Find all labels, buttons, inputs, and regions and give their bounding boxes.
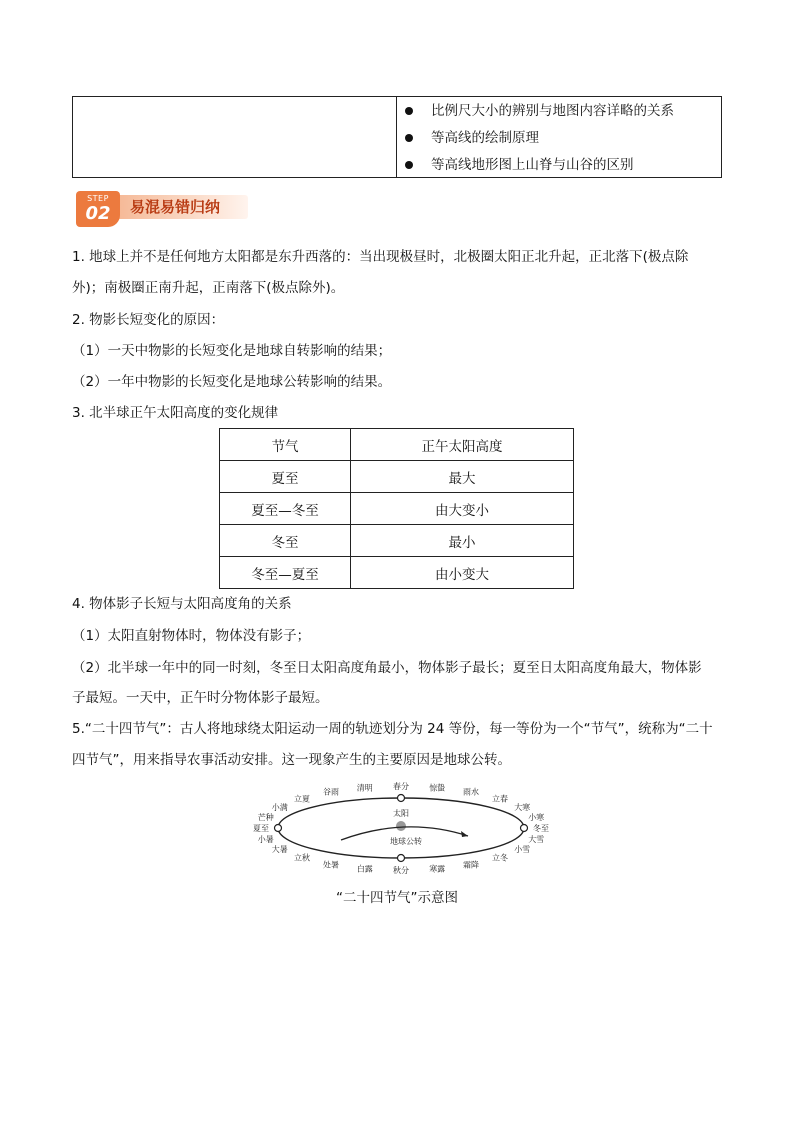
table-cell: 冬至—夏至 [220, 557, 351, 589]
paragraph-5-line-1: 5.“二十四节气”：古人将地球绕太阳运动一周的轨迹划分为 24 等份，每一等份为一个“节气”，统称为“二十 [72, 721, 713, 737]
solar-term-label: 冬至 [533, 824, 549, 833]
solar-term-label: 雨水 [463, 787, 479, 797]
table-cell: 最大 [351, 461, 574, 493]
paragraph-2-item-2: （2）一年中物影的长短变化是地球公转影响的结果。 [72, 374, 392, 390]
solar-term-label: 夏至 [253, 824, 269, 833]
list-item [405, 124, 674, 151]
table-row [220, 525, 574, 557]
table-row [220, 461, 574, 493]
earth-marker-icon [275, 825, 282, 832]
solar-term-label: 谷雨 [323, 787, 339, 797]
list-item-text: 等高线地形图上山脊与山谷的区别 [431, 156, 634, 173]
table-cell: 由大变小 [351, 493, 574, 525]
solar-term-label: 小寒 [528, 813, 545, 823]
section-title: 易混易错归纳 [130, 198, 221, 216]
list-item [405, 97, 674, 124]
sun-label: 太阳 [393, 809, 409, 818]
sun-icon [396, 821, 406, 831]
step-badge [76, 191, 120, 227]
paragraph-1-line-1: 1. 地球上并不是任何地方太阳都是东升西落的：当出现极昼时，北极圈太阳正北升起，正北落下(极点除 [72, 249, 689, 265]
table-row [220, 557, 574, 589]
solar-term-label: 大暑 [271, 845, 288, 854]
solar-term-label: 秋分 [393, 866, 409, 875]
orbit-motion-label: 地球公转 [390, 837, 422, 846]
bullet-icon [405, 134, 413, 142]
earth-marker-icon [398, 795, 405, 802]
table-cell: 由小变大 [351, 557, 574, 589]
table-row [220, 493, 574, 525]
solar-term-label: 清明 [356, 783, 373, 793]
solar-term-label: 小暑 [257, 834, 274, 844]
list-item-text: 比例尺大小的辨别与地图内容详略的关系 [431, 102, 674, 119]
table-cell: 冬至 [220, 525, 351, 557]
earth-marker-icon [398, 855, 405, 862]
solar-term-label: 大雪 [528, 834, 545, 844]
solar-term-label: 霜降 [463, 860, 479, 870]
paragraph-4-item-1: （1）太阳直射物体时，物体没有影子； [72, 628, 311, 644]
bullet-icon [405, 107, 413, 115]
diagram-caption: “二十四节气”示意图 [336, 890, 458, 906]
step-number: 02 [85, 203, 111, 224]
paragraph-4-item-2-line-2: 子最短。一天中，正午时分物体影子最短。 [72, 690, 329, 706]
table-divider [396, 97, 397, 177]
paragraph-1-line-2: 外)；南极圈正南升起，正南落下(极点除外)。 [72, 280, 345, 296]
course-outline-table [72, 96, 722, 178]
solar-term-label: 大寒 [514, 803, 531, 812]
paragraph-4-item-2-line-1: （2）北半球一年中的同一时刻，冬至日太阳高度角最小，物体影子最长；夏至日太阳高度角最大，物体影 [72, 660, 702, 676]
earth-marker-icon [521, 825, 528, 832]
paragraph-2-item-1: （1）一天中物影的长短变化是地球自转影响的结果； [72, 343, 392, 359]
table-cell: 夏至 [220, 461, 351, 493]
solar-term-label: 立冬 [492, 853, 508, 863]
solar-terms-diagram [246, 778, 556, 878]
solar-height-table [219, 428, 574, 589]
step-label: STEP [87, 194, 109, 203]
table-cell: 夏至—冬至 [220, 493, 351, 525]
list-item [405, 151, 674, 178]
solar-term-label: 小雪 [514, 845, 531, 854]
solar-term-label: 立秋 [294, 853, 310, 863]
paragraph-4-title: 4. 物体影子长短与太阳高度角的关系 [72, 596, 292, 612]
header-cell-term: 节气 [220, 429, 351, 461]
solar-term-label: 白露 [356, 864, 373, 874]
solar-term-label: 处暑 [323, 860, 339, 870]
step-banner [76, 191, 248, 227]
solar-term-label: 春分 [393, 782, 409, 791]
list-item-text: 等高线的绘制原理 [431, 129, 539, 146]
bullet-icon [405, 161, 413, 169]
table-cell: 最小 [351, 525, 574, 557]
paragraph-5-line-2: 四节气”，用来指导农事活动安排。这一现象产生的主要原因是地球公转。 [72, 752, 511, 768]
arrow-head-icon [461, 831, 468, 837]
header-cell-height: 正午太阳高度 [351, 429, 574, 461]
solar-term-label: 立夏 [294, 794, 310, 804]
solar-term-label: 小满 [271, 803, 288, 812]
solar-term-label: 芒种 [257, 813, 274, 823]
table-header-row [220, 429, 574, 461]
solar-term-label: 惊蛰 [429, 783, 446, 793]
bullet-list [405, 97, 674, 178]
solar-term-label: 寒露 [429, 864, 446, 874]
paragraph-2-title: 2. 物影长短变化的原因： [72, 312, 225, 328]
solar-term-label: 立春 [492, 794, 508, 804]
paragraph-3-title: 3. 北半球正午太阳高度的变化规律 [72, 405, 279, 421]
